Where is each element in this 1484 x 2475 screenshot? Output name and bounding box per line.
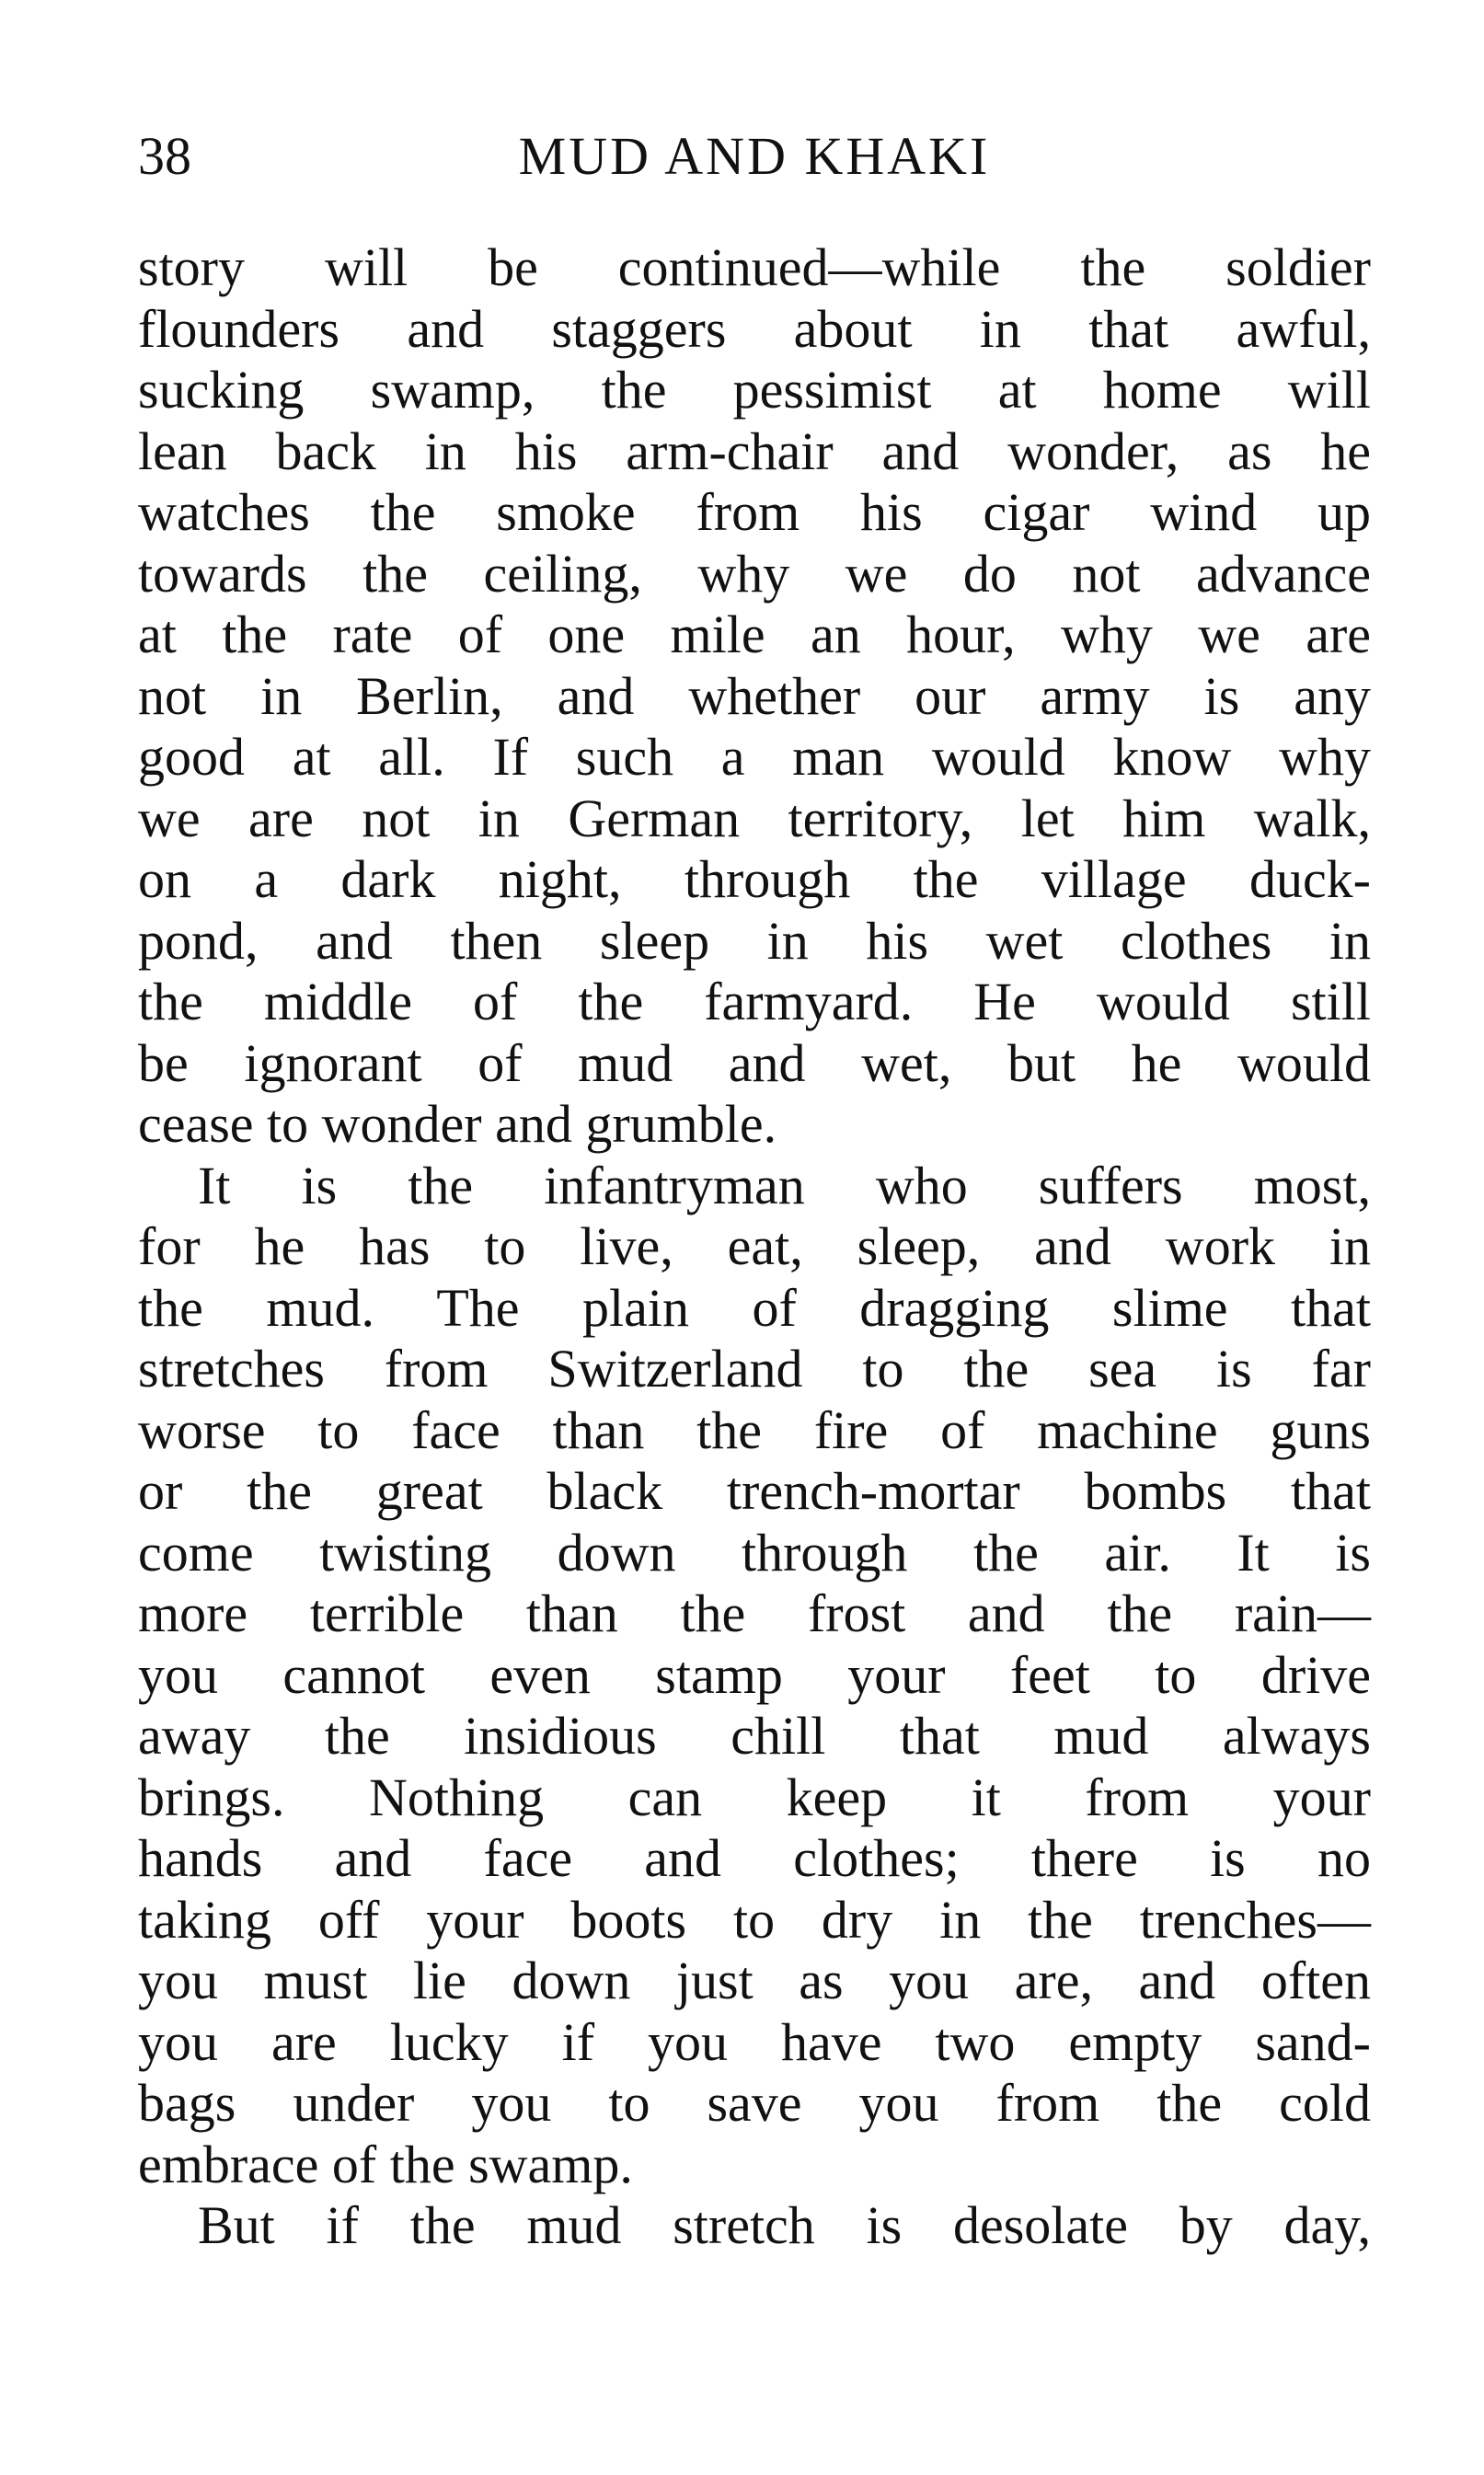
paragraph-start-line: It is the infantryman who suffers most,: [198, 1155, 1371, 1215]
text-line: more terrible than the frost and the rain—: [138, 1583, 1371, 1643]
body-text: [138, 237, 1371, 2257]
text-line: lean back in his arm-chair and wonder, as he: [138, 420, 1371, 481]
text-line: taking off your boots to dry in the trenches—: [138, 1889, 1371, 1950]
text-line: away the insidious chill that mud always: [138, 1706, 1371, 1766]
page-header: [138, 120, 1371, 193]
text-line: sucking swamp, the pessimist at home will: [138, 360, 1371, 420]
paragraph-end-line: cease to wonder and grumble.: [138, 1094, 777, 1154]
text-line: story will be continued—while the soldier: [138, 237, 1371, 297]
text-line: bags under you to save you from the cold: [138, 2073, 1371, 2133]
text-line: you are lucky if you have two empty sand-: [138, 2011, 1371, 2072]
text-line: stretches from Switzerland to the sea is far: [138, 1339, 1371, 1399]
text-line: the middle of the farmyard. He would still: [138, 972, 1371, 1031]
paragraph-start-line: But if the mud stretch is desolate by day,: [198, 2195, 1371, 2255]
text-line: flounders and staggers about in that awful,: [138, 298, 1371, 359]
text-line: you must lie down just as you are, and often: [138, 1951, 1371, 2010]
paragraph-end-line: embrace of the swamp.: [138, 2134, 633, 2194]
text-line: watches the smoke from his cigar wind up: [138, 482, 1371, 542]
text-line: be ignorant of mud and wet, but he would: [138, 1032, 1371, 1093]
text-line: worse to face than the fire of machine guns: [138, 1399, 1371, 1460]
running-head: MUD AND KHAKI: [518, 126, 991, 186]
text-line: or the great black trench-mortar bombs that: [138, 1461, 1371, 1521]
text-line: we are not in German territory, let him walk,: [138, 788, 1371, 848]
text-line: you cannot even stamp your feet to drive: [138, 1644, 1371, 1705]
text-line: pond, and then sleep in his wet clothes in: [138, 910, 1371, 971]
text-line: hands and face and clothes; there is no: [138, 1828, 1371, 1888]
page-number: 38: [138, 126, 191, 186]
text-line: brings. Nothing can keep it from your: [138, 1767, 1371, 1827]
text-line: on a dark night, through the village duck-: [138, 849, 1371, 909]
text-line: not in Berlin, and whether our army is any: [138, 665, 1371, 726]
text-line: good at all. If such a man would know why: [138, 727, 1371, 787]
text-line: towards the ceiling, why we do not advance: [138, 543, 1371, 604]
text-line: the mud. The plain of dragging slime that: [138, 1277, 1371, 1338]
text-line: come twisting down through the air. It is: [138, 1522, 1371, 1583]
text-line: for he has to live, eat, sleep, and work in: [138, 1216, 1371, 1276]
text-line: at the rate of one mile an hour, why we are: [138, 604, 1371, 664]
